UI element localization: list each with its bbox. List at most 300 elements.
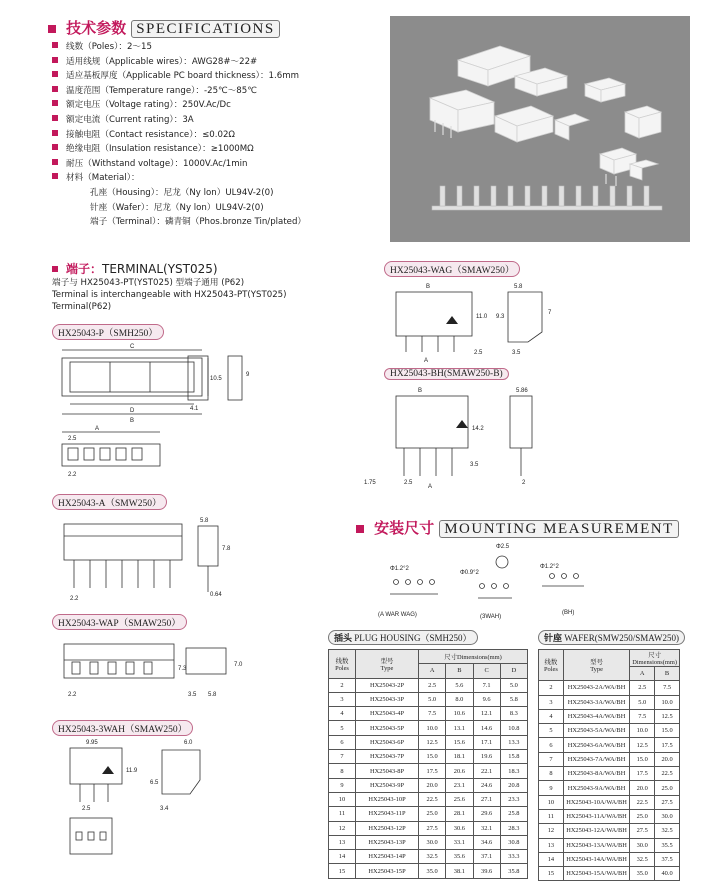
terminal-header <box>52 260 218 277</box>
table-cell: 3 <box>539 695 564 709</box>
table-cell: 8.3 <box>500 707 527 721</box>
col-poles: 线数 Poles <box>539 650 564 681</box>
table-cell: 32.5 <box>419 850 446 864</box>
table-row <box>539 681 680 695</box>
pin1-marker <box>456 420 468 428</box>
table-cell: 10.0 <box>655 695 680 709</box>
drawing-label-p: HX25043-P（SMH250） <box>52 324 164 340</box>
dim-p2: 3.4 <box>160 806 169 812</box>
table-row <box>329 778 528 792</box>
table-cell: HX25043-9A/WA/BH <box>563 781 629 795</box>
dim-hole2: Φ0.9°2 <box>460 570 479 576</box>
connector-photo-image <box>390 16 690 242</box>
table-row <box>329 821 528 835</box>
table-row <box>329 678 528 692</box>
table-cell: 40.0 <box>655 867 680 881</box>
table-cell: 35.0 <box>630 867 655 881</box>
spec-value: ：AWG28#～22# <box>183 56 258 67</box>
spec-bullet <box>52 115 58 121</box>
terminal-marker <box>52 266 58 272</box>
wafer-table-title <box>538 630 685 645</box>
col-a: A <box>630 667 655 681</box>
table-cell: 13.1 <box>446 721 473 735</box>
dim-h2: 7.0 <box>234 662 243 668</box>
table-cell: 30.0 <box>655 809 680 823</box>
dim-p1: 1.75 <box>364 480 376 486</box>
table-cell: 18.3 <box>500 764 527 778</box>
table-cell: 14 <box>539 852 564 866</box>
table-cell: 15.0 <box>630 752 655 766</box>
table-row <box>329 864 528 878</box>
table-cell: 5.6 <box>446 678 473 692</box>
pin1-marker <box>446 316 458 324</box>
drawing-label-wag: HX25043-WAG（SMAW250） <box>384 261 520 277</box>
mounting-marker <box>356 525 364 533</box>
terminal-notes <box>52 277 286 313</box>
drawing-a <box>50 510 250 606</box>
dim-h: 14.2 <box>472 426 484 432</box>
table-cell: 15 <box>329 864 356 878</box>
table-cell: 27.5 <box>630 824 655 838</box>
table-cell: 9 <box>329 778 356 792</box>
table-cell: HX25043-3A/WA/BH <box>563 695 629 709</box>
table-cell: 20.6 <box>446 764 473 778</box>
table-cell: 2.5 <box>419 678 446 692</box>
dim-w: 5.8 <box>514 284 523 290</box>
spec-header-en: SPECIFICATIONS <box>131 20 280 38</box>
plug-table <box>328 649 528 879</box>
table-cell: HX25043-11A/WA/BH <box>563 809 629 823</box>
table-cell: HX25043-8A/WA/BH <box>563 767 629 781</box>
table-row <box>329 707 528 721</box>
dim-s1: 3.5 <box>188 692 197 698</box>
drawing-label-wap: HX25043-WAP（SMAW250） <box>52 614 187 630</box>
spec-value: ：≤0.02Ω <box>193 129 235 140</box>
drawing-wag <box>384 278 574 368</box>
spec-item <box>52 69 299 84</box>
table-row <box>539 824 680 838</box>
terminal-strip <box>432 186 662 210</box>
table-row <box>539 709 680 723</box>
dim-d: 6.0 <box>184 740 193 746</box>
table-cell: 28.1 <box>446 807 473 821</box>
table-cell: 6 <box>539 738 564 752</box>
table-cell: 35.5 <box>655 838 680 852</box>
table-cell: HX25043-7A/WA/BH <box>563 752 629 766</box>
table-row <box>329 792 528 806</box>
table-cell: 23.1 <box>446 778 473 792</box>
table-cell: 2.5 <box>630 681 655 695</box>
table-cell: 10.0 <box>630 724 655 738</box>
table-row <box>329 807 528 821</box>
table-cell: HX25043-9P <box>356 778 419 792</box>
dim-a: A <box>424 358 429 364</box>
spec-label: 线数（Poles） <box>66 42 119 52</box>
spec-label: 适应基板厚度（Applicable PC board thickness） <box>66 71 260 82</box>
spec-bullet <box>52 144 58 150</box>
wafer-table-title-cn: 针座 <box>544 634 563 644</box>
table-cell: 2 <box>539 681 564 695</box>
table-cell: 28.3 <box>500 821 527 835</box>
dim-b: B <box>426 284 431 290</box>
mounting-label-bh: (BH) <box>562 610 575 616</box>
spec-value: ：250V.Ac/Dc <box>173 100 231 111</box>
plug-table-wrap <box>328 649 528 879</box>
spec-item <box>52 98 299 113</box>
table-row <box>539 738 680 752</box>
spec-label: 额定电流（Current rating） <box>66 114 174 125</box>
table-row <box>539 781 680 795</box>
table-cell: HX25043-6P <box>356 735 419 749</box>
table-cell: HX25043-12P <box>356 821 419 835</box>
table-cell: 33.3 <box>500 850 527 864</box>
table-cell: 13.3 <box>500 735 527 749</box>
drawing-p <box>50 340 250 490</box>
table-cell: 15.8 <box>500 750 527 764</box>
col-type: 型号 Type <box>356 650 419 679</box>
table-cell: 22.5 <box>655 767 680 781</box>
table-cell: 37.1 <box>473 850 500 864</box>
dim-b: B <box>130 418 135 424</box>
table-cell: 30.6 <box>446 821 473 835</box>
plug-table-title-en: PLUG HOUSING（SMH250） <box>354 633 472 643</box>
table-cell: 25.0 <box>419 807 446 821</box>
table-cell: 32.1 <box>473 821 500 835</box>
terminal-en: TERMINAL(YST025) <box>102 262 218 276</box>
table-row <box>329 835 528 849</box>
table-cell: 12.5 <box>419 735 446 749</box>
dim-h2: 9.3 <box>496 314 505 320</box>
product-photo <box>390 16 690 242</box>
spec-value: ：1.6mm <box>259 71 299 82</box>
terminal-cn: 端子： <box>66 262 103 276</box>
table-cell: 9.6 <box>473 692 500 706</box>
table-cell: 11 <box>539 809 564 823</box>
spec-label: 材料（Material） <box>66 173 131 184</box>
spec-item <box>52 157 299 172</box>
table-cell: 4 <box>539 709 564 723</box>
table-cell: 27.5 <box>655 795 680 809</box>
table-cell: 14 <box>329 850 356 864</box>
material-item: 针座（Wafer）：尼龙（Ny lon）UL94V-2(0) <box>90 202 264 213</box>
table-row <box>539 867 680 881</box>
table-row <box>329 764 528 778</box>
col-type: 型号 Type <box>563 650 629 681</box>
dim-h: 7.3 <box>178 666 187 672</box>
table-cell: 2 <box>329 678 356 692</box>
plug-table-title <box>328 630 478 645</box>
spec-label: 接触电阻（Contact resistance） <box>66 129 194 140</box>
dim-pitch: 2.5 <box>68 436 77 442</box>
table-cell: 8 <box>539 767 564 781</box>
table-row <box>329 692 528 706</box>
drawing-bh <box>352 384 552 490</box>
table-cell: 13 <box>539 838 564 852</box>
table-cell: 12.5 <box>630 738 655 752</box>
table-cell: 22.1 <box>473 764 500 778</box>
table-cell: 23.3 <box>500 792 527 806</box>
header-marker <box>48 25 56 33</box>
col-poles: 线数 Poles <box>329 650 356 679</box>
table-cell: 7.1 <box>473 678 500 692</box>
table-cell: 19.6 <box>473 750 500 764</box>
dim-s2: 5.8 <box>208 692 217 698</box>
table-cell: 11 <box>329 807 356 821</box>
table-cell: HX25043-6A/WA/BH <box>563 738 629 752</box>
terminal-note: Terminal is interchangeable with HX25043-PT(YST025) <box>52 290 287 300</box>
mounting-en: MOUNTING MEASUREMENT <box>439 520 679 538</box>
dim-w: 2.2 <box>68 692 77 698</box>
dim-pitch: 2.2 <box>70 596 79 602</box>
spec-label: 耐压（Withstand voltage） <box>66 158 175 169</box>
table-row <box>329 850 528 864</box>
dim-height: 10.5 <box>210 376 222 382</box>
drawing-label-wah: HX25043-3WAH（SMAW250） <box>52 720 193 736</box>
dim-c: C <box>130 344 135 350</box>
table-cell: 20.0 <box>630 781 655 795</box>
table-cell: 10 <box>329 792 356 806</box>
table-cell: HX25043-2A/WA/BH <box>563 681 629 695</box>
spec-value: ：≥1000MΩ <box>202 144 254 155</box>
table-cell: 5.0 <box>630 695 655 709</box>
dim-x: 7 <box>548 310 552 316</box>
table-cell: HX25043-11P <box>356 807 419 821</box>
dim-h: 11.9 <box>126 768 138 774</box>
dim-h2: 6.5 <box>150 780 159 786</box>
table-cell: 29.6 <box>473 807 500 821</box>
drawing-wah <box>50 736 250 864</box>
table-cell: 14.6 <box>473 721 500 735</box>
table-cell: 33.1 <box>446 835 473 849</box>
dim-pitch2: 2.2 <box>68 472 77 478</box>
dim-hole3: Φ1.2°2 <box>540 564 559 570</box>
drawing-label-a: HX25043-A（SMW250） <box>52 494 167 510</box>
spec-item <box>52 128 299 143</box>
table-cell: 35.0 <box>419 864 446 878</box>
table-cell: 10.6 <box>446 707 473 721</box>
spec-bullet <box>52 71 58 77</box>
table-cell: 17.5 <box>419 764 446 778</box>
table-row <box>539 724 680 738</box>
spec-value: ：1000V.Ac/1min <box>174 158 248 169</box>
table-cell: 15 <box>539 867 564 881</box>
spec-label: 绝缘电阻（Insulation resistance） <box>66 144 203 155</box>
table-cell: 30.8 <box>500 835 527 849</box>
spec-item <box>52 142 299 157</box>
dim-p: 2.5 <box>474 350 483 356</box>
table-cell: HX25043-8P <box>356 764 419 778</box>
col-a: A <box>419 664 446 678</box>
table-cell: 4 <box>329 707 356 721</box>
spec-value: ：-25℃～85℃ <box>195 85 257 96</box>
col-d: D <box>500 664 527 678</box>
table-cell: 30.0 <box>419 835 446 849</box>
spec-label: 额定电压（Voltage rating） <box>66 100 174 111</box>
table-row <box>539 752 680 766</box>
table-cell: HX25043-12A/WA/BH <box>563 824 629 838</box>
table-cell: 7.5 <box>419 707 446 721</box>
table-cell: HX25043-14A/WA/BH <box>563 852 629 866</box>
material-list <box>90 186 306 230</box>
dim-a: A <box>95 426 100 432</box>
terminal-note: 端子与 HX25043-PT(YST025) 型端子通用 (P62) <box>52 278 245 288</box>
table-cell: 25.8 <box>500 807 527 821</box>
table-row <box>329 750 528 764</box>
table-row <box>539 695 680 709</box>
col-b: B <box>446 664 473 678</box>
mounting-label-a: (A WAR WAG) <box>378 612 417 618</box>
dim-h2: 3.5 <box>470 462 479 468</box>
dim-a: A <box>428 484 433 490</box>
col-dims: 尺寸Dimensions(mm) <box>630 650 680 667</box>
table-cell: HX25043-15A/WA/BH <box>563 867 629 881</box>
table-cell: HX25043-5A/WA/BH <box>563 724 629 738</box>
table-cell: HX25043-10P <box>356 792 419 806</box>
table-cell: 20.0 <box>655 752 680 766</box>
table-cell: 22.5 <box>419 792 446 806</box>
spec-value: ：3A <box>173 114 194 125</box>
spec-item <box>52 171 299 186</box>
dim-p2: 3.5 <box>512 350 521 356</box>
table-cell: HX25043-13A/WA/BH <box>563 838 629 852</box>
table-cell: 3 <box>329 692 356 706</box>
table-cell: 13 <box>329 835 356 849</box>
table-cell: HX25043-15P <box>356 864 419 878</box>
mounting-label-3wah: (3WAH) <box>480 614 502 620</box>
dim-d: D <box>130 408 135 414</box>
table-cell: 27.1 <box>473 792 500 806</box>
table-row <box>539 852 680 866</box>
spec-bullet <box>52 173 58 179</box>
table-cell: 17.1 <box>473 735 500 749</box>
table-cell: 17.5 <box>630 767 655 781</box>
dim-side: 9 <box>246 372 250 378</box>
col-b: B <box>655 667 680 681</box>
table-cell: HX25043-13P <box>356 835 419 849</box>
table-row <box>539 767 680 781</box>
spec-item <box>52 113 299 128</box>
spec-item <box>52 40 299 55</box>
pin1-marker <box>102 766 114 774</box>
spec-label: 温度范围（Temperature range） <box>66 85 196 96</box>
table-cell: HX25043-4P <box>356 707 419 721</box>
mounting-header <box>356 517 679 538</box>
table-cell: 5.8 <box>500 692 527 706</box>
table-row <box>539 838 680 852</box>
spec-value: ： <box>131 173 140 184</box>
dim-boss: Φ2.5 <box>496 544 510 550</box>
table-cell: 6 <box>329 735 356 749</box>
table-cell: 8 <box>329 764 356 778</box>
spec-bullet <box>52 100 58 106</box>
mounting-cn: 安装尺寸 <box>374 519 435 537</box>
table-cell: 12 <box>539 824 564 838</box>
table-cell: HX25043-3P <box>356 692 419 706</box>
table-cell: 10.8 <box>500 721 527 735</box>
material-item: 端子（Terminal）：磷青铜（Phos.bronze Tin/plated） <box>90 217 307 228</box>
drawing-label-bh: HX25043-BH(SMAW250-B) <box>384 368 509 380</box>
table-cell: 7.5 <box>655 681 680 695</box>
table-row <box>539 809 680 823</box>
table-cell: 22.5 <box>630 795 655 809</box>
dim-w: 9.95 <box>86 740 98 746</box>
col-c: C <box>473 664 500 678</box>
spec-list <box>52 40 299 186</box>
table-cell: 9 <box>539 781 564 795</box>
table-row <box>539 795 680 809</box>
table-cell: 35.8 <box>500 864 527 878</box>
dim-pin: 0.64 <box>210 592 222 598</box>
table-cell: HX25043-7P <box>356 750 419 764</box>
table-cell: HX25043-10A/WA/BH <box>563 795 629 809</box>
spec-value: ：2～15 <box>118 42 152 52</box>
table-cell: 30.0 <box>630 838 655 852</box>
table-cell: HX25043-5P <box>356 721 419 735</box>
table-cell: 38.1 <box>446 864 473 878</box>
table-cell: 7 <box>329 750 356 764</box>
table-cell: 37.5 <box>655 852 680 866</box>
wafer-table-title-en: WAFER(SMW250/SMAW250) <box>564 633 680 643</box>
table-cell: 25.0 <box>655 781 680 795</box>
dim-w: 5.86 <box>516 388 528 394</box>
table-cell: 32.5 <box>655 824 680 838</box>
table-cell: HX25043-2P <box>356 678 419 692</box>
table-cell: 7 <box>539 752 564 766</box>
material-item: 孔座（Housing）：尼龙（Ny lon）UL94V-2(0) <box>90 188 274 198</box>
table-cell: 8.0 <box>446 692 473 706</box>
spec-label: 适用线规（Applicable wires） <box>66 56 184 67</box>
table-cell: 24.6 <box>473 778 500 792</box>
dim-width: 4.1 <box>190 406 199 412</box>
table-cell: 17.5 <box>655 738 680 752</box>
spec-header <box>48 17 280 38</box>
table-cell: 5.0 <box>500 678 527 692</box>
table-cell: 7.5 <box>630 709 655 723</box>
table-cell: 25.0 <box>630 809 655 823</box>
spec-item <box>52 84 299 99</box>
dim-height: 7.8 <box>222 546 231 552</box>
table-cell: 20.8 <box>500 778 527 792</box>
table-cell: HX25043-4A/WA/BH <box>563 709 629 723</box>
table-cell: 35.6 <box>446 850 473 864</box>
dim-hole: Φ1.2°2 <box>390 566 409 572</box>
spec-bullet <box>52 42 58 48</box>
dim-p: 2.5 <box>82 806 91 812</box>
table-cell: 5 <box>329 721 356 735</box>
spec-bullet <box>52 57 58 63</box>
table-cell: 5.0 <box>419 692 446 706</box>
spec-header-cn: 技术参数 <box>66 19 127 37</box>
table-cell: 39.6 <box>473 864 500 878</box>
mounting-drawings <box>372 540 692 624</box>
dim-side-w: 5.8 <box>200 518 209 524</box>
table-cell: 5 <box>539 724 564 738</box>
table-cell: 12.1 <box>473 707 500 721</box>
dim-b: B <box>418 388 423 394</box>
terminal-note: Terminal(P62) <box>52 302 112 312</box>
table-cell: 10 <box>539 795 564 809</box>
dim-h: 11.0 <box>476 314 488 320</box>
col-dims: 尺寸Dimensions(mm) <box>419 650 528 664</box>
table-cell: 15.0 <box>419 750 446 764</box>
table-row <box>329 735 528 749</box>
table-cell: 10.0 <box>419 721 446 735</box>
table-cell: HX25043-14P <box>356 850 419 864</box>
dim-x: 2 <box>522 480 526 486</box>
spec-bullet <box>52 130 58 136</box>
table-cell: 34.6 <box>473 835 500 849</box>
table-cell: 25.6 <box>446 792 473 806</box>
